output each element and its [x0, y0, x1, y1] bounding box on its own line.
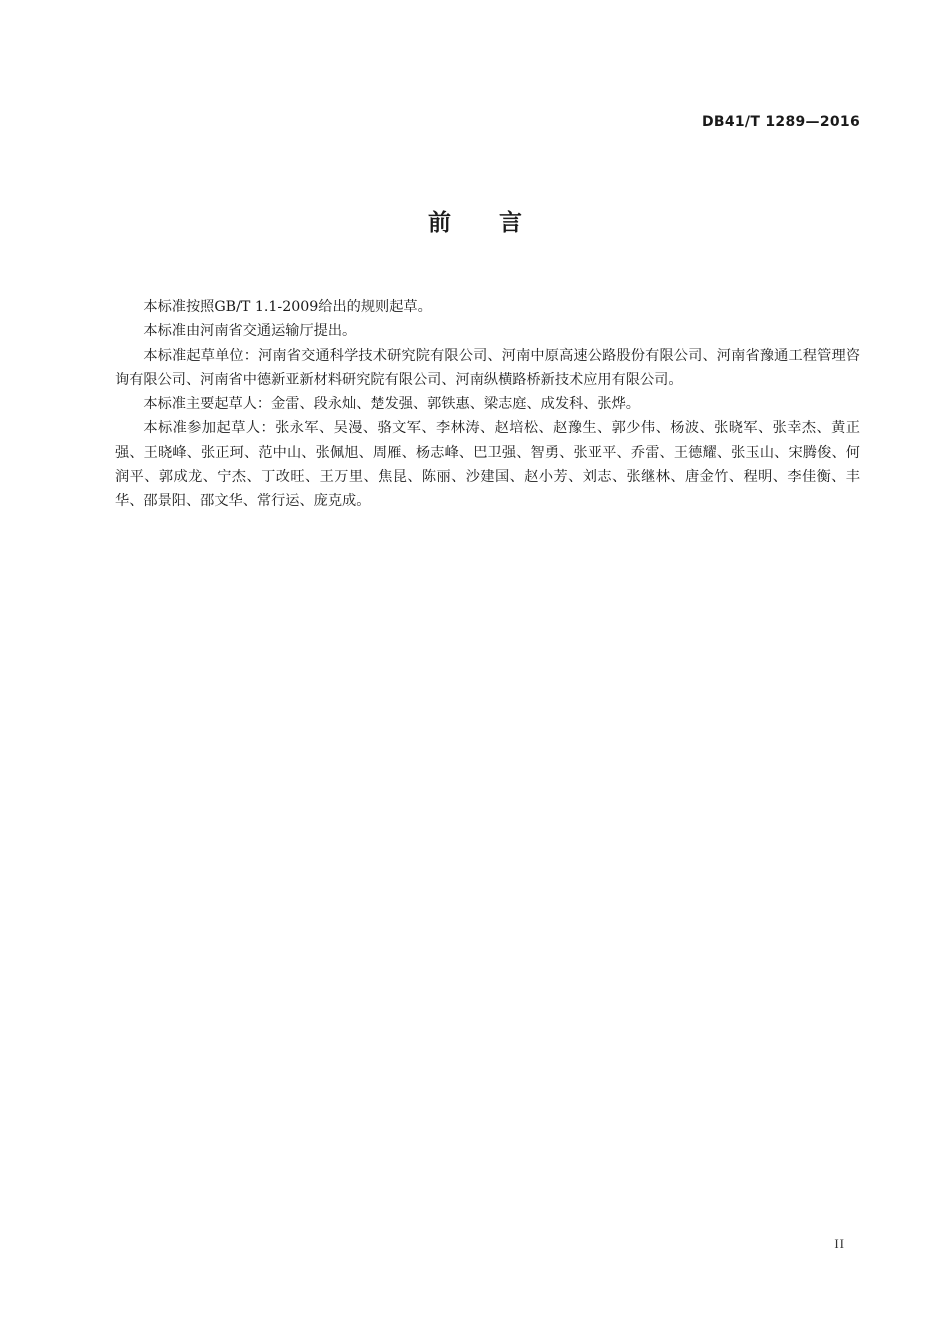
page-title: 前 言 — [427, 210, 523, 236]
paragraph-drafting-rules: 本标准按照GB/T 1.1-2009给出的规则起草。 — [143, 299, 432, 315]
paragraph-drafting-units: 本标准起草单位：河南省交通科学技术研究院有限公司、河南中原高速公路股份有限公司、河南省豫通工程管理咨询有限公司、河南省中德新亚新材料研究院有限公司、河南纵横路桥新技术应用有限公司。 — [115, 347, 860, 388]
paragraph-main-drafters: 本标准主要起草人：金雷、段永灿、楚发强、郭铁惠、梁志庭、成发科、张烨。 — [143, 396, 640, 413]
foreword-body — [115, 295, 860, 514]
standard-code: DB41/T 1289—2016 — [701, 114, 860, 130]
paragraph-participating-drafters: 本标准参加起草人：张永军、吴漫、骆文军、李林涛、赵培松、赵豫生、郭少伟、杨波、张晓军、张幸杰、黄正强、王晓峰、张正珂、范中山、张佩旭、周雁、杨志峰、巴卫强、智勇、张亚平、乔雷、王德耀、张玉山、宋腾俊、何润平、郭成龙、宁杰、丁改旺、王万里、焦昆、陈丽、沙建国、赵小芳、刘志、张继林、唐金竹、程明、李佳衡、丰华、邵景阳、邵文华、常行运、庞克成。 — [115, 420, 860, 510]
paragraph-proposer: 本标准由河南省交通运输厅提出。 — [143, 323, 357, 340]
page-number: II — [834, 1236, 845, 1251]
